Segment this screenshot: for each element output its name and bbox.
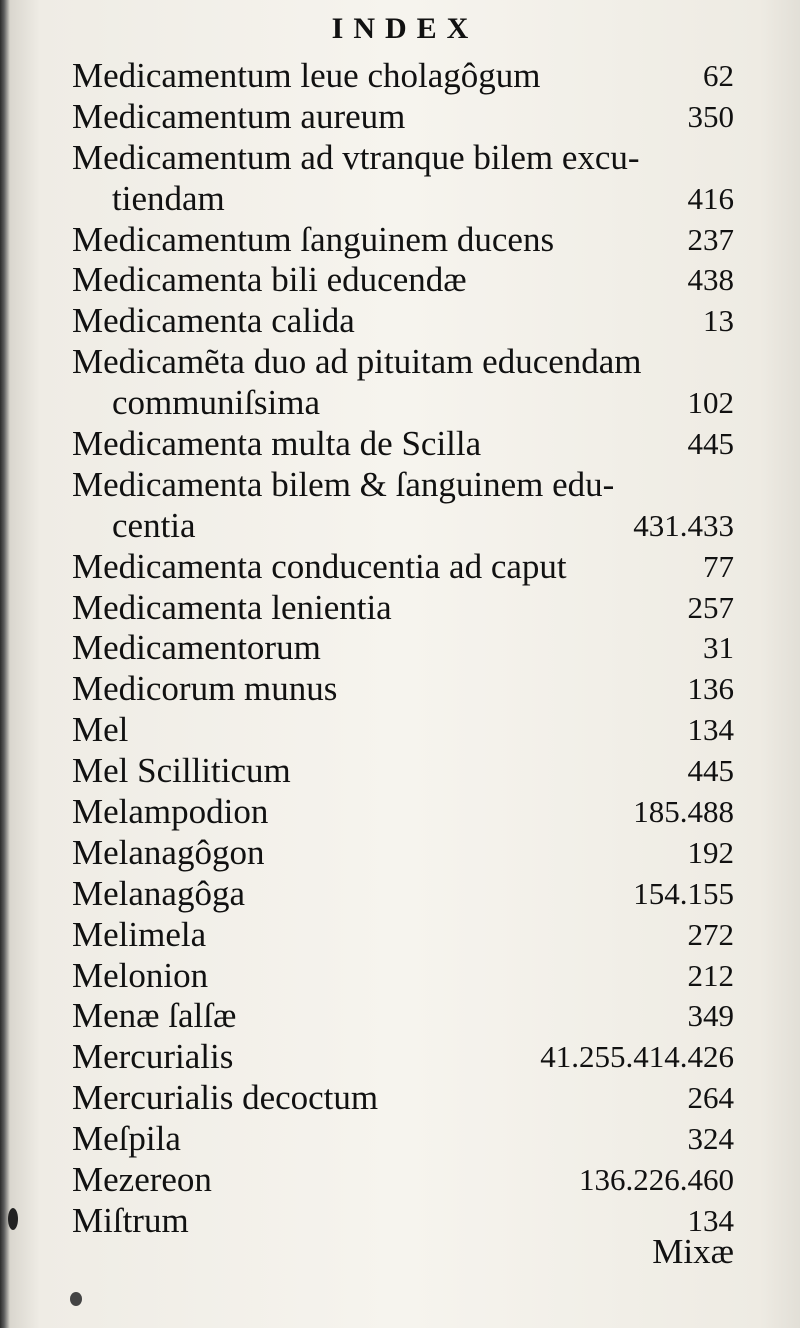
entry-page-number: 154.155 (633, 875, 734, 911)
entry-term: Medicamenta lenientia (72, 587, 392, 627)
binding-hole-top (8, 1208, 18, 1230)
index-entry (72, 915, 734, 956)
index-entry (72, 956, 734, 997)
entry-page-number: 31 (703, 630, 734, 666)
entry-term: Medicamentum leue cholagôgum (72, 56, 541, 95)
binding-hole-bottom (70, 1292, 82, 1306)
entry-term: tiendam (112, 178, 225, 218)
index-entry (72, 56, 734, 97)
entry-page-number: 62 (703, 58, 734, 93)
entry-term: communiſsima (112, 383, 321, 423)
entry-term: Mel Scilliticum (72, 751, 291, 791)
index-entry (72, 260, 734, 301)
entry-term: Medicamẽta duo ad pituitam educendam (72, 342, 642, 382)
entry-page-number: 136 (687, 671, 734, 707)
entry-term: Medicamentum ſanguinem ducens (72, 219, 555, 259)
index-entry (72, 97, 734, 138)
entry-page-number: 350 (687, 98, 734, 134)
entry-page-number: 102 (687, 385, 734, 421)
entry-term: Mel (72, 710, 129, 750)
index-entry (72, 547, 734, 588)
entry-term: Medicamentum ad vtranque bilem excu- (72, 137, 640, 177)
entry-term: Melonion (72, 955, 209, 995)
index-entry (72, 874, 734, 915)
entry-term: Medicamenta multa de Scilla (72, 424, 482, 464)
entry-page-number: 445 (687, 426, 734, 462)
index-entry (72, 833, 734, 874)
entry-term: Mercurialis (72, 1037, 234, 1077)
entry-page-number: 185.488 (633, 794, 734, 830)
index-entry (72, 1201, 734, 1242)
index-entry (72, 628, 734, 669)
index-entry (72, 383, 734, 424)
entry-term: Miſtrum (72, 1200, 189, 1240)
entry-page-number: 13 (703, 303, 734, 339)
entry-term: Melanagôgon (72, 832, 265, 872)
index-entry (72, 792, 734, 833)
entry-term: Melampodion (72, 792, 269, 832)
page-header: INDEX (331, 12, 479, 45)
entry-term: Meſpila (72, 1119, 181, 1159)
entry-term: Menæ ſalſæ (72, 996, 237, 1036)
entry-term: Melanagôga (72, 873, 245, 913)
entry-term: Melimela (72, 914, 207, 954)
entry-page-number: 264 (687, 1080, 734, 1116)
index-entry (72, 669, 734, 710)
entry-page-number: 349 (687, 998, 734, 1034)
entry-page-number: 212 (687, 957, 734, 993)
index-entries (72, 56, 734, 1242)
entry-page-number: 438 (687, 262, 734, 298)
entry-term: Medicorum munus (72, 669, 338, 709)
catchword: Mixæ (652, 1232, 734, 1271)
index-entry (72, 710, 734, 751)
entry-page-number: 77 (703, 548, 734, 584)
entry-page-number: 272 (687, 916, 734, 952)
index-entry (72, 220, 734, 261)
index-entry (72, 1037, 734, 1078)
index-entry (72, 996, 734, 1037)
entry-page-number: 416 (687, 180, 734, 216)
entry-page-number: 257 (687, 589, 734, 625)
entry-page-number: 431.433 (633, 507, 734, 543)
index-entry (72, 301, 734, 342)
entry-term: Medicamenta bilem & ſanguinem edu- (72, 464, 615, 504)
entry-term: centia (112, 505, 196, 545)
index-entry (72, 506, 734, 547)
entry-page-number: 136.226.460 (579, 1162, 734, 1198)
entry-page-number: 192 (687, 834, 734, 870)
entry-page-number: 134 (687, 1202, 734, 1238)
entry-page-number: 324 (687, 1121, 734, 1157)
entry-page-number: 41.255.414.426 (540, 1039, 734, 1075)
entry-page-number: 134 (687, 712, 734, 748)
entry-term: Medicamenta bili educendæ (72, 260, 467, 300)
entry-term: Mercurialis decoctum (72, 1078, 379, 1118)
entry-term: Medicamenta conducentia ad caput (72, 546, 567, 586)
index-entry (72, 1119, 734, 1160)
index-entry (72, 424, 734, 465)
entry-term: Medicamentum aureum (72, 96, 406, 136)
index-entry (72, 751, 734, 792)
entry-term: Medicamentorum (72, 628, 321, 668)
index-entry (72, 1160, 734, 1201)
entry-term: Mezereon (72, 1160, 212, 1200)
index-entry (72, 588, 734, 629)
index-entry (72, 465, 734, 506)
entry-term: Medicamenta calida (72, 301, 355, 341)
index-entry (72, 179, 734, 220)
index-entry (72, 342, 734, 383)
index-entry (72, 138, 734, 179)
entry-page-number: 237 (687, 221, 734, 257)
index-entry (72, 1078, 734, 1119)
entry-page-number: 445 (687, 753, 734, 789)
